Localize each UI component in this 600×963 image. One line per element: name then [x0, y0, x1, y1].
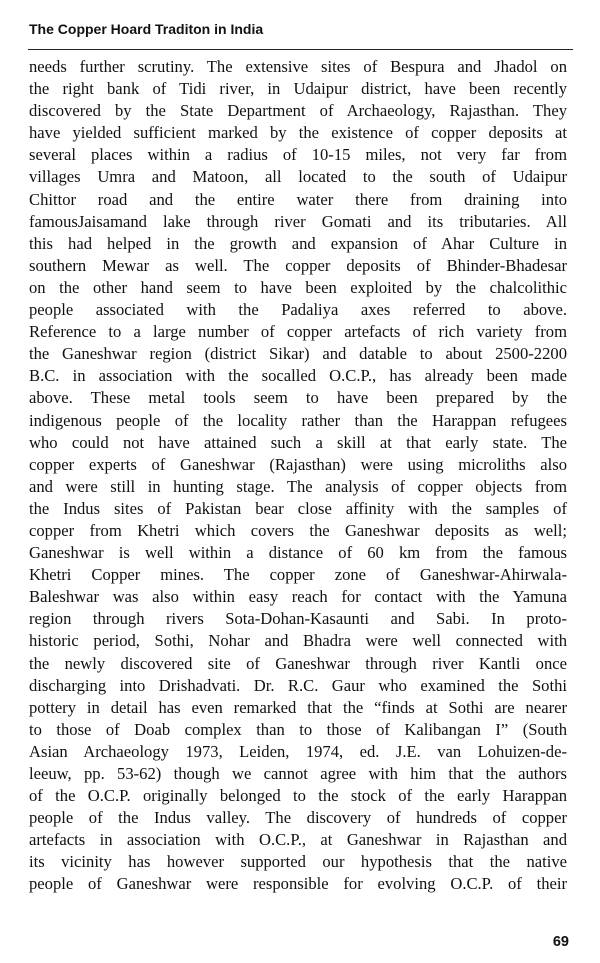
text-line: people associated with the Padaliya axes referred to above. — [29, 300, 567, 320]
text-line: people of Ganeshwar were responsible for evolving O.C.P. of their — [29, 874, 567, 894]
text-line: needs further scrutiny. The extensive sites of Bespura and Jhadol on — [29, 57, 567, 76]
text-line: the Ganeshwar region (district Sikar) and datable to about 2500-2200 — [29, 344, 567, 364]
text-line: to those of Doab complex than to those of Kalibangan I” (South — [29, 719, 567, 739]
text-line: discharging into Drishadvati. Dr. R.C. Gaur who examined the Sothi — [29, 675, 567, 695]
text-line: the Indus sites of Pakistan bear close affinity with the samples of — [29, 498, 567, 518]
page-number: 69 — [552, 934, 569, 950]
text-line: Chittor road and the entire water there from draining into — [29, 189, 567, 209]
text-line: discovered by the State Department of Archaeology, Rajasthan. They — [29, 101, 567, 121]
text-line: Reference to a large number of copper artefacts of rich variety from — [29, 322, 567, 342]
text-line: people of the Indus valley. The discovery of hundreds of copper — [29, 808, 567, 828]
text-line: have yielded sufficient marked by the existence of copper deposits at — [29, 123, 567, 143]
text-line: and were still in hunting stage. The analysis of copper objects from — [29, 476, 567, 496]
text-line: copper experts of Ganeshwar (Rajasthan) were using microliths also — [29, 454, 567, 474]
header-rule — [28, 49, 573, 50]
text-line: indigenous people of the locality rather than the Harappan refugees — [29, 410, 567, 430]
text-line: villages Umra and Matoon, all located to the south of Udaipur — [29, 167, 567, 187]
text-line: on the other hand seem to have been exploited by the chalcolithic — [29, 277, 567, 297]
running-head: The Copper Hoard Traditon in India — [29, 21, 264, 37]
body-text — [29, 56, 567, 896]
text-line: copper from Khetri which covers the Ganeshwar deposits as well; — [29, 520, 567, 540]
text-line: above. These metal tools seem to have been prepared by the — [29, 388, 567, 408]
text-line: Khetri Copper mines. The copper zone of Ganeshwar-Ahirwala- — [29, 565, 567, 585]
text-line: this had helped in the growth and expansion of Ahar Culture in — [29, 233, 567, 253]
text-line: leeuw, pp. 53-62) though we cannot agree with him that the authors — [29, 764, 567, 783]
text-line: the right bank of Tidi river, in Udaipur district, have been recently — [29, 79, 567, 99]
text-line: Baleshwar was also within easy reach for contact with the Yamuna — [29, 587, 567, 607]
text-line: who could not have attained such a skill at that early state. The — [29, 432, 567, 452]
text-line: southern Mewar as well. The copper deposits of Bhinder-Bhadesar — [29, 255, 567, 275]
text-line: Asian Archaeology 1973, Leiden, 1974, ed. J.E. van Lohuizen-de- — [29, 741, 567, 761]
text-line: Ganeshwar is well within a distance of 60 km from the famous — [29, 543, 567, 563]
text-line: B.C. in association with the socalled O.C.P., has already been made — [29, 366, 567, 386]
text-line: several places within a radius of 10-15 miles, not very far from — [29, 145, 567, 165]
text-line: historic period, Sothi, Nohar and Bhadra were well connected with — [29, 631, 567, 651]
text-line: region through rivers Sota-Dohan-Kasaunti and Sabi. In proto- — [29, 609, 567, 629]
text-line: pottery in detail has even remarked that the “finds at Sothi are nearer — [29, 697, 567, 717]
text-line: artefacts in association with O.C.P., at Ganeshwar in Rajasthan and — [29, 830, 567, 850]
text-line: famousJaisamand lake through river Gomati and its tributaries. All — [29, 211, 567, 231]
text-line: of the O.C.P. originally belonged to the stock of the early Harappan — [29, 786, 567, 806]
text-line: the newly discovered site of Ganeshwar through river Kantli once — [29, 653, 567, 673]
text-line: its vicinity has however supported our hypothesis that the native — [29, 852, 567, 872]
